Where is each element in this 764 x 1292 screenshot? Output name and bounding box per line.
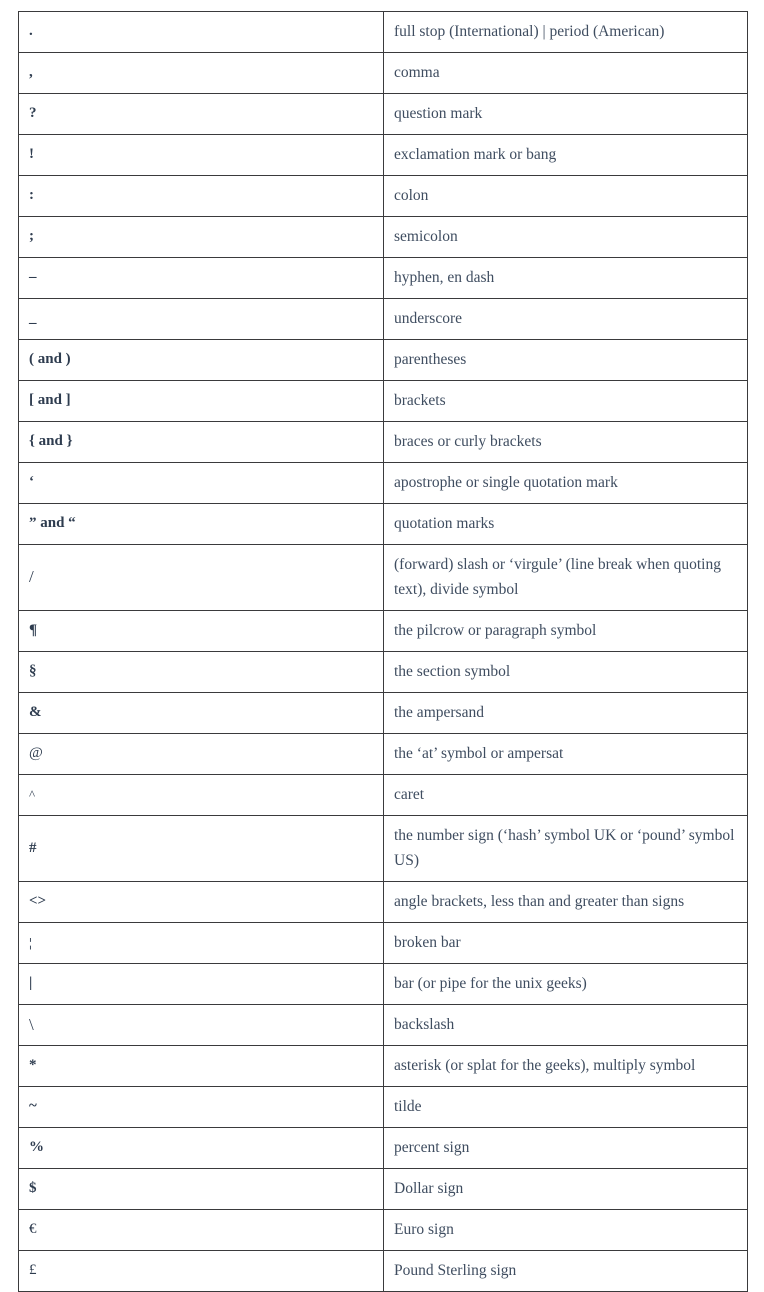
table-row bbox=[19, 1251, 748, 1292]
symbol-cell: ; bbox=[19, 217, 384, 258]
symbol-cell: – bbox=[19, 258, 384, 299]
description-cell: braces or curly brackets bbox=[384, 422, 748, 463]
description-cell: caret bbox=[384, 775, 748, 816]
description-cell: exclamation mark or bang bbox=[384, 135, 748, 176]
symbol-cell: \ bbox=[19, 1005, 384, 1046]
description-cell: question mark bbox=[384, 94, 748, 135]
table-row bbox=[19, 652, 748, 693]
description-cell: angle brackets, less than and greater than signs bbox=[384, 882, 748, 923]
symbol-cell: ? bbox=[19, 94, 384, 135]
table-row bbox=[19, 504, 748, 545]
table-row bbox=[19, 340, 748, 381]
table-row bbox=[19, 775, 748, 816]
table-row bbox=[19, 1046, 748, 1087]
description-cell: Dollar sign bbox=[384, 1169, 748, 1210]
symbol-cell: ! bbox=[19, 135, 384, 176]
table-row bbox=[19, 381, 748, 422]
description-cell: asterisk (or splat for the geeks), multiply symbol bbox=[384, 1046, 748, 1087]
symbol-cell: & bbox=[19, 693, 384, 734]
symbol-cell: | bbox=[19, 964, 384, 1005]
symbol-cell: <> bbox=[19, 882, 384, 923]
description-cell: bar (or pipe for the unix geeks) bbox=[384, 964, 748, 1005]
symbol-cell: ¶ bbox=[19, 611, 384, 652]
table-row bbox=[19, 882, 748, 923]
table-row bbox=[19, 53, 748, 94]
symbol-cell: ~ bbox=[19, 1087, 384, 1128]
symbol-cell: £ bbox=[19, 1251, 384, 1292]
description-cell: the ampersand bbox=[384, 693, 748, 734]
table-row bbox=[19, 299, 748, 340]
punctuation-table-body bbox=[19, 12, 748, 1292]
description-cell: hyphen, en dash bbox=[384, 258, 748, 299]
symbol-cell: / bbox=[19, 545, 384, 611]
symbol-cell: [ and ] bbox=[19, 381, 384, 422]
description-cell: the pilcrow or paragraph symbol bbox=[384, 611, 748, 652]
description-cell: apostrophe or single quotation mark bbox=[384, 463, 748, 504]
description-cell: backslash bbox=[384, 1005, 748, 1046]
symbol-cell: { and } bbox=[19, 422, 384, 463]
description-cell: underscore bbox=[384, 299, 748, 340]
table-row bbox=[19, 1169, 748, 1210]
table-row bbox=[19, 611, 748, 652]
table-row bbox=[19, 964, 748, 1005]
table-row bbox=[19, 12, 748, 53]
table-row bbox=[19, 463, 748, 504]
description-cell: the ‘at’ symbol or ampersat bbox=[384, 734, 748, 775]
symbol-cell: % bbox=[19, 1128, 384, 1169]
symbol-cell: § bbox=[19, 652, 384, 693]
table-row bbox=[19, 734, 748, 775]
symbol-cell: ¦ bbox=[19, 923, 384, 964]
description-cell: Pound Sterling sign bbox=[384, 1251, 748, 1292]
description-cell: parentheses bbox=[384, 340, 748, 381]
symbol-cell: $ bbox=[19, 1169, 384, 1210]
description-cell: the number sign (‘hash’ symbol UK or ‘pound’ symbol US) bbox=[384, 816, 748, 882]
description-cell: tilde bbox=[384, 1087, 748, 1128]
description-cell: the section symbol bbox=[384, 652, 748, 693]
table-row bbox=[19, 176, 748, 217]
symbol-cell: ^ bbox=[19, 775, 384, 816]
description-cell: broken bar bbox=[384, 923, 748, 964]
symbol-cell: * bbox=[19, 1046, 384, 1087]
description-cell: brackets bbox=[384, 381, 748, 422]
table-row bbox=[19, 693, 748, 734]
symbol-cell: € bbox=[19, 1210, 384, 1251]
punctuation-table bbox=[18, 11, 748, 1292]
description-cell: (forward) slash or ‘virgule’ (line break when quoting text), divide symbol bbox=[384, 545, 748, 611]
symbol-cell: : bbox=[19, 176, 384, 217]
table-row bbox=[19, 1087, 748, 1128]
description-cell: comma bbox=[384, 53, 748, 94]
description-cell: semicolon bbox=[384, 217, 748, 258]
table-row bbox=[19, 1210, 748, 1251]
table-row bbox=[19, 816, 748, 882]
table-row bbox=[19, 135, 748, 176]
symbol-cell: @ bbox=[19, 734, 384, 775]
description-cell: full stop (International) | period (American) bbox=[384, 12, 748, 53]
symbol-cell: ‘ bbox=[19, 463, 384, 504]
description-cell: Euro sign bbox=[384, 1210, 748, 1251]
symbol-cell: . bbox=[19, 12, 384, 53]
table-row bbox=[19, 1005, 748, 1046]
table-row bbox=[19, 258, 748, 299]
symbol-cell: , bbox=[19, 53, 384, 94]
symbol-cell: ” and “ bbox=[19, 504, 384, 545]
description-cell: colon bbox=[384, 176, 748, 217]
symbol-cell: # bbox=[19, 816, 384, 882]
description-cell: percent sign bbox=[384, 1128, 748, 1169]
symbol-cell: ( and ) bbox=[19, 340, 384, 381]
description-cell: quotation marks bbox=[384, 504, 748, 545]
table-row bbox=[19, 1128, 748, 1169]
table-row bbox=[19, 923, 748, 964]
table-row bbox=[19, 94, 748, 135]
table-row bbox=[19, 422, 748, 463]
symbol-cell: _ bbox=[19, 299, 384, 340]
table-row bbox=[19, 545, 748, 611]
table-row bbox=[19, 217, 748, 258]
